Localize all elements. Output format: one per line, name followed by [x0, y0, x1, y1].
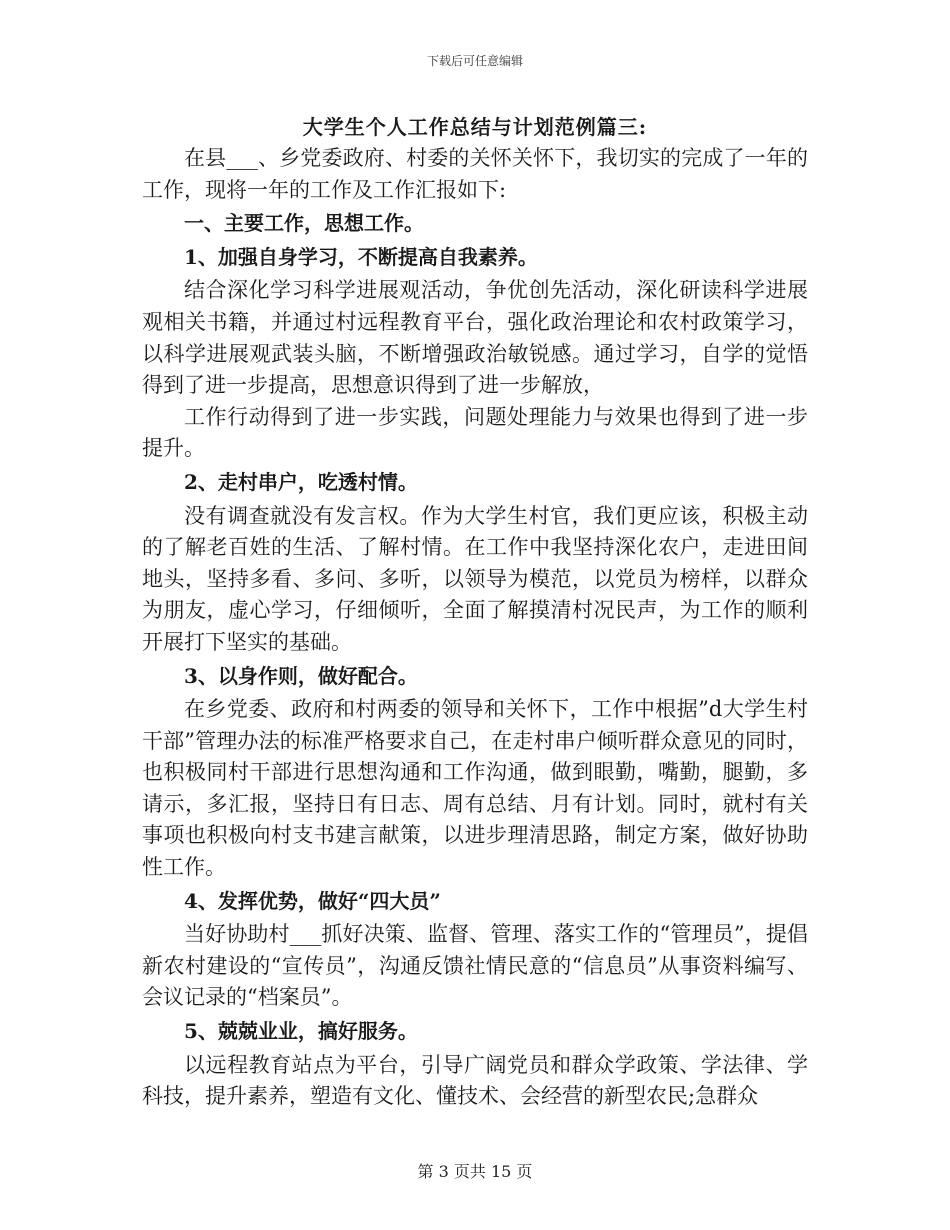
paragraph: 在县___、乡党委政府、村委的关怀关怀下，我切实的完成了一年的工作，现将一年的工作及工作汇报如下:: [142, 146, 808, 202]
paragraph: 当好协助村___抓好决策、监督、管理、落实工作的“管理员”，提倡新农村建设的“宣传员”，沟通反馈社情民意的“信息员”从事资料编写、会议记录的“档案员”。: [142, 922, 808, 1010]
page-number: 第 3 页共 15 页: [417, 1162, 533, 1181]
subsection-heading: 5、兢兢业业，搞好服务。: [184, 1019, 418, 1044]
document-title: 大学生个人工作总结与计划范例篇三:: [302, 115, 648, 139]
subsection-heading: 1、加强自身学习，不断提高自我素养。: [184, 244, 538, 269]
paragraph: 没有调查就没有发言权。作为大学生村官，我们更应该，积极主动的了解老百姓的生活、了解村情。在工作中我坚持深化农户，走进田间地头，坚持多看、多问、多听，以领导为模范，以党员为榜样，以群众为朋友，虚心学习，仔细倾听，全面了解摸清村况民声，为工作的顺利开展打下坚实的基础。: [142, 503, 808, 654]
paragraph: 工作行动得到了进一步实践，问题处理能力与效果也得到了进一步提升。: [142, 404, 808, 461]
subsection-heading: 3、以身作则，做好配合。: [184, 663, 418, 688]
paragraph: 结合深化学习科学进展观活动，争优创先活动，深化研读科学进展观相关书籍，并通过村远程教育平台，强化政治理论和农村政策学习，以科学进展观武装头脑，不断增强政治敏锐感。通过学习，自学的觉悟得到了进一步提高，思想意识得到了进一步解放，: [142, 278, 808, 398]
subsection-heading: 4、发挥优势，做好“四大员”: [184, 888, 441, 913]
paragraph: 在乡党委、政府和村两委的领导和关怀下，工作中根据”d大学生村干部”管理办法的标准严格要求自己，在走村串户倾听群众意见的同时，也积极同村干部进行思想沟通和工作沟通，做到眼勤，嘴勤，腿勤，多请示，多汇报，坚持日有日志、周有总结、月有计划。同时，就村有关事项也积极向村支书建言献策，以进步理清思路，制定方案，做好协助性工作。: [142, 697, 808, 880]
document-body: [142, 143, 808, 1113]
section-heading: 一、主要工作，思想工作。: [184, 211, 424, 236]
subsection-heading: 2、走村串户，吃透村情。: [184, 469, 418, 494]
paragraph: 以远程教育站点为平台，引导广阔党员和群众学政策、学法律、学科技，提升素养，塑造有文化、懂技术、会经营的新型农民;急群众: [142, 1052, 808, 1109]
header-note: 下载后可任意编辑: [426, 54, 523, 68]
